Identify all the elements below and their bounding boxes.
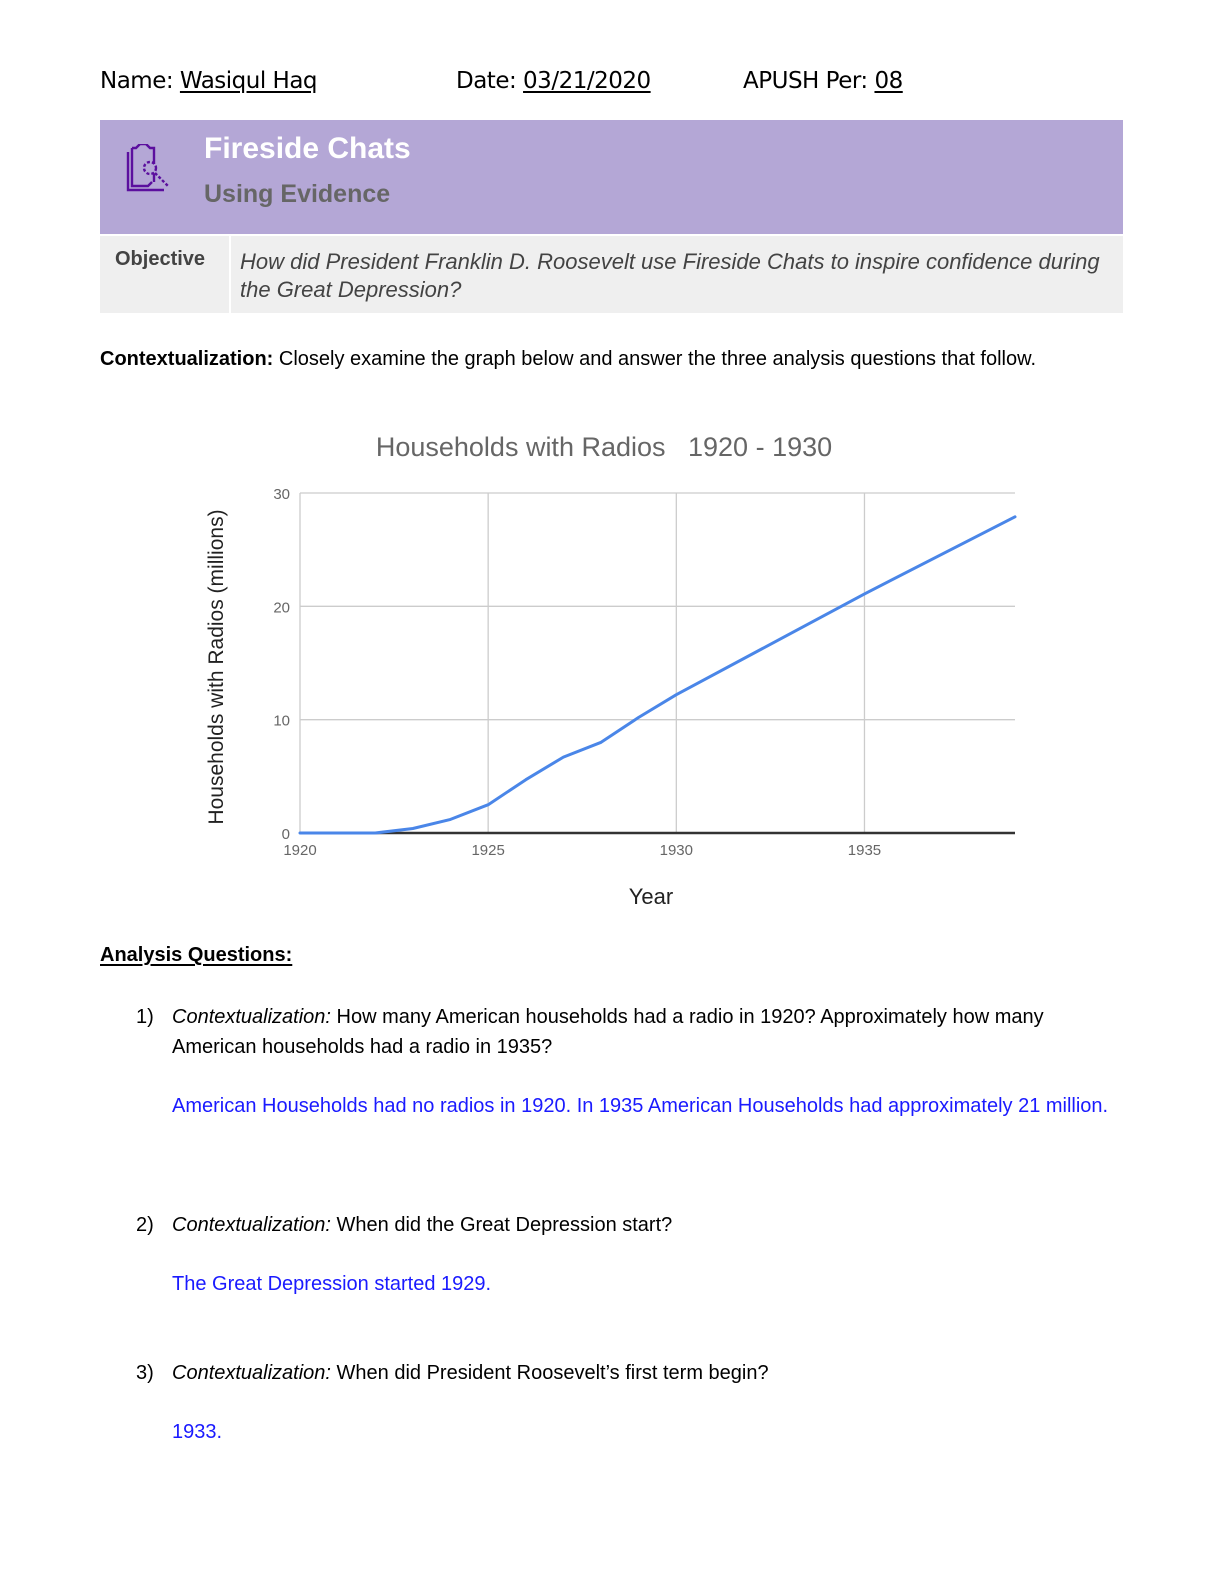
name-field bbox=[100, 68, 317, 94]
question-body: How many American households had a radio in 1920? Approximately how many American households had a radio in 1935? bbox=[172, 1006, 1044, 1058]
y-tick-label: 10 bbox=[273, 712, 290, 730]
question-prefix: Contextualization: bbox=[172, 1214, 331, 1236]
name-value: Wasiqul Haq bbox=[179, 68, 318, 94]
question-prefix: Contextualization: bbox=[172, 1362, 331, 1384]
date-value: 03/21/2020 bbox=[523, 68, 651, 94]
question-text bbox=[172, 1358, 1092, 1388]
page-subtitle: Using Evidence bbox=[204, 180, 391, 208]
chart-series bbox=[300, 517, 1015, 833]
period-label: APUSH Per: bbox=[743, 68, 868, 94]
period-field bbox=[743, 68, 903, 94]
objective-label: Objective bbox=[115, 248, 206, 270]
title-banner bbox=[100, 120, 1123, 234]
question-body: When did President Roosevelt’s first term begin? bbox=[336, 1362, 769, 1384]
x-tick-label: 1930 bbox=[659, 842, 694, 859]
radio-households-chart bbox=[195, 420, 1035, 920]
page-title: Fireside Chats bbox=[204, 132, 411, 165]
x-tick-label: 1935 bbox=[847, 842, 882, 859]
student-header bbox=[100, 68, 1124, 108]
question-prefix: Contextualization: bbox=[172, 1006, 331, 1028]
clipboard-magnifier-icon bbox=[124, 144, 184, 196]
period-value: 08 bbox=[874, 68, 903, 94]
chart-x-axis-label: Year bbox=[628, 884, 674, 909]
chart-y-axis-label: Households with Radios (millions) bbox=[205, 509, 228, 825]
objective-label-cell bbox=[100, 236, 231, 313]
answer-2: The Great Depression started 1929. bbox=[172, 1273, 492, 1295]
date-field bbox=[456, 68, 651, 94]
chart-gridlines bbox=[300, 493, 1015, 833]
contextualization-text: Closely examine the graph below and answer the three analysis questions that follow. bbox=[278, 348, 1037, 370]
name-label: Name: bbox=[100, 68, 174, 94]
x-tick-label: 1925 bbox=[471, 842, 505, 859]
date-label: Date: bbox=[456, 68, 517, 94]
question-number: 3) bbox=[136, 1362, 154, 1384]
question-number: 2) bbox=[136, 1214, 154, 1236]
chart-tick-labels bbox=[273, 486, 881, 859]
analysis-heading: Analysis Questions: bbox=[100, 944, 293, 966]
objective-text: How did President Franklin D. Roosevelt use Fireside Chats to inspire confidence during the Great Depression? bbox=[240, 249, 1100, 302]
question-text bbox=[172, 1210, 1092, 1240]
y-tick-label: 0 bbox=[281, 826, 290, 843]
x-tick-label: 1920 bbox=[283, 842, 317, 859]
objective-table bbox=[100, 236, 1123, 313]
series-line bbox=[300, 517, 1015, 833]
answer-1: American Households had no radios in 1920. In 1935 American Households had approximately 21 million. bbox=[172, 1095, 1109, 1117]
question-number: 1) bbox=[136, 1006, 154, 1028]
chart-title: Households with Radios 1920 - 1930 bbox=[375, 432, 833, 462]
contextualization-instructions bbox=[100, 344, 1100, 374]
question-body: When did the Great Depression start? bbox=[336, 1214, 673, 1236]
question-text bbox=[172, 1002, 1092, 1062]
contextualization-label: Contextualization: bbox=[100, 348, 274, 370]
chart-canvas bbox=[195, 420, 1035, 920]
y-tick-label: 30 bbox=[273, 486, 290, 503]
y-tick-label: 20 bbox=[273, 599, 290, 617]
answer-3: 1933. bbox=[172, 1421, 223, 1443]
